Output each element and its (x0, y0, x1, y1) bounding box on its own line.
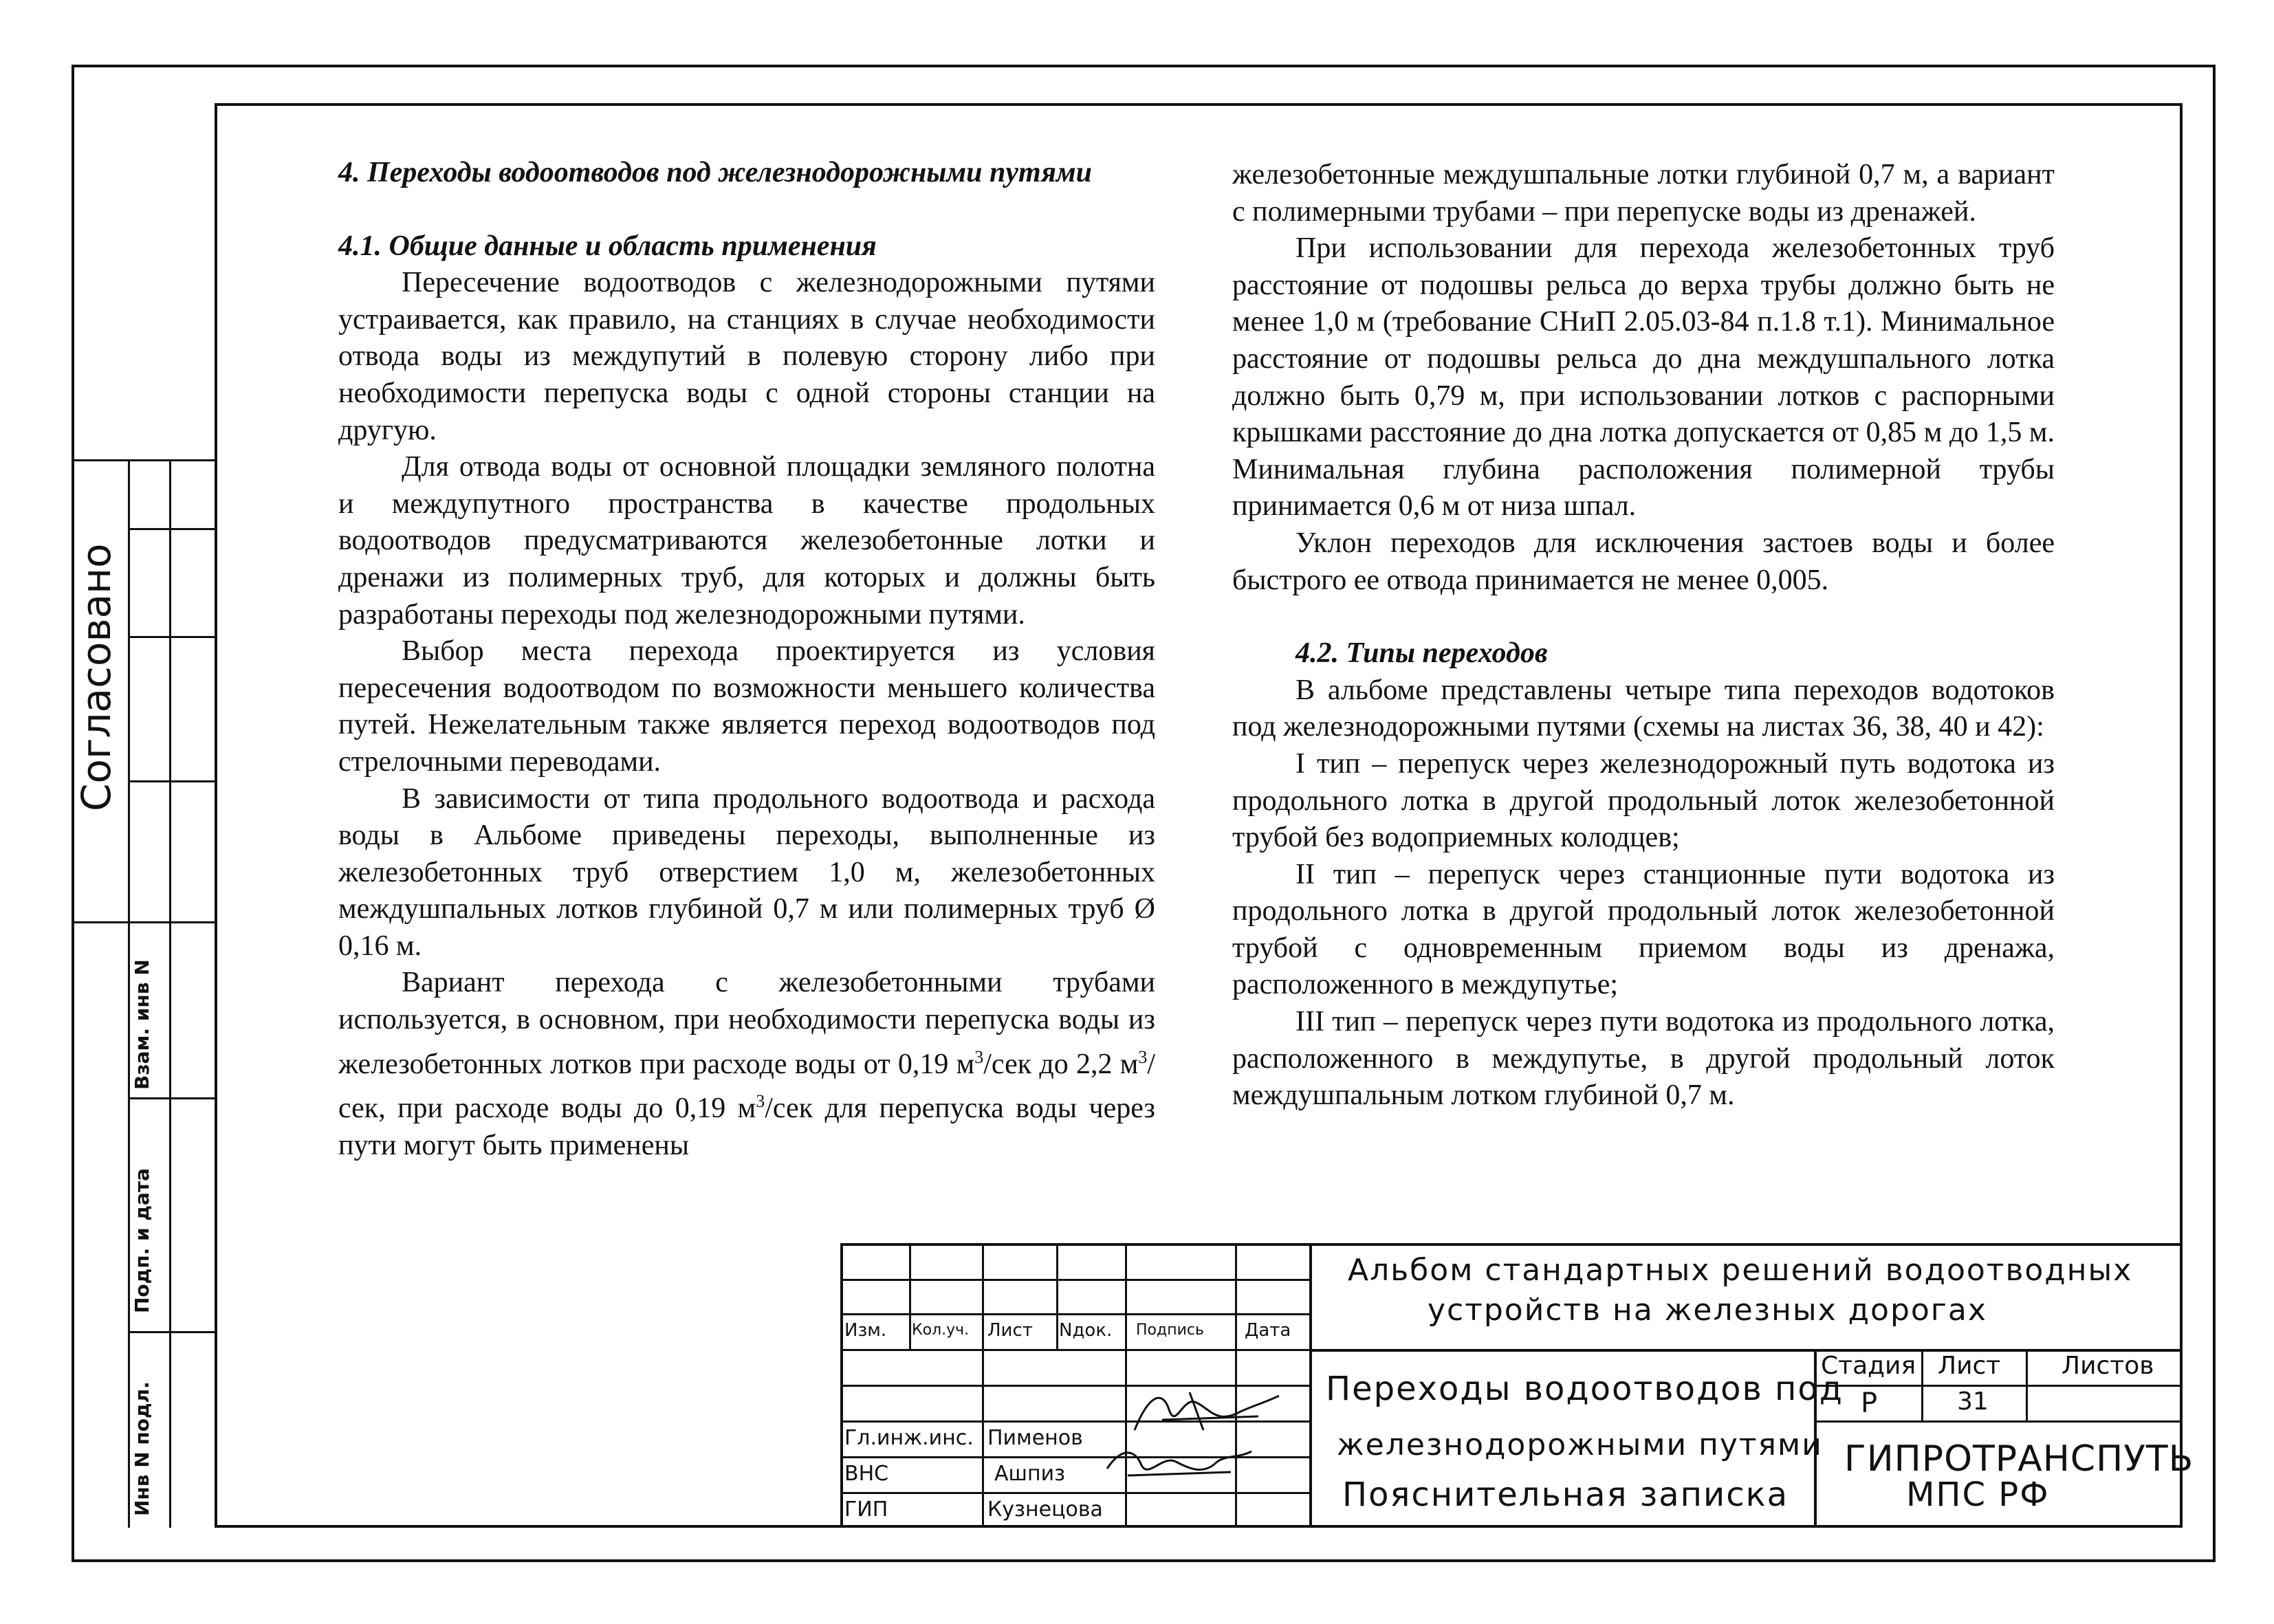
name-ashpiz: Ашпиз (994, 1462, 1066, 1486)
text-column-left (338, 155, 1155, 1164)
stamp-line (840, 1243, 2183, 1246)
role-chief-engineer: Гл.инж.инс. (844, 1426, 974, 1450)
subsection-title: 4.2. Типы переходов (1295, 637, 1548, 670)
sidebar-line (128, 459, 130, 1528)
superscript: 3 (756, 1091, 765, 1112)
header-kol-uch: Кол.уч. (912, 1321, 970, 1339)
header-ndok: Nдок. (1059, 1320, 1113, 1341)
stamp-line (1814, 1420, 2183, 1423)
doc-title-line2: железнодорожными путями (1337, 1427, 1823, 1462)
sidebar-line (128, 1097, 216, 1099)
doc-title-line1: Переходы водоотводов под (1326, 1370, 1844, 1408)
paragraph: железобетонные междушпальные лотки глубиной 0,7 м, а вариант с полимерными трубами – при перепуске воды из дренажей. (1232, 159, 2055, 228)
inv-podl-label: Инв N подл. (131, 1381, 153, 1516)
text-column-right (1232, 157, 2055, 1115)
paragraph: Уклон переходов для исключения застоев воды и более быстрого ее отвода принимается не менее 0,005. (1232, 527, 2055, 596)
header-izm: Изм. (844, 1320, 887, 1341)
paragraph-part: /сек для перепуска воды через пути могут быть применены (338, 1093, 1155, 1161)
org-name-line1: ГИПРОТРАНСПУТЬ (1844, 1438, 2194, 1480)
paragraph: Пересечение водоотводов с железнодорожными путями устраивается, как правило, на станциях в случае необходимости отвода воды из междупутий в полевую сторону либо при необходимости перепуска воды с одной стороны станции на другую. (338, 267, 1155, 446)
stamp-line (1056, 1243, 1058, 1350)
sidebar-line (128, 1331, 216, 1333)
signature-1 (1121, 1382, 1286, 1444)
header-data: Дата (1245, 1320, 1291, 1341)
paragraph: Выбор места перехода проектируется из условия пересечения водоотводом по возможности меньшего количества путей. Нежелательным также является переход водоотводов под стрелочными переводами. (338, 635, 1155, 778)
stamp-line (909, 1243, 911, 1350)
paragraph: В альбоме представлены четыре типа переходов водотоков под железнодорожными путями (схемы на листах 36, 38, 40 и 42): (1232, 674, 2055, 743)
sidebar-line (72, 459, 216, 461)
stamp-line (1814, 1385, 2183, 1387)
header-list: Лист (987, 1320, 1033, 1341)
paragraph: III тип – перепуск через пути водотока из продольного лотка, расположенного в междупутье, в другой продольный лоток междушпальным лотком глубиной 0,7 м. (1232, 1006, 2055, 1112)
stage-value: Р (1861, 1387, 1878, 1419)
signature-2 (1100, 1441, 1258, 1489)
stamp-line (840, 1492, 1311, 1494)
album-title-line2: устройств на железных дорогах (1428, 1293, 1987, 1328)
sidebar-line (128, 780, 216, 782)
stage-label: Стадия (1821, 1352, 1916, 1380)
org-name-line2: МПС РФ (1906, 1475, 2050, 1514)
doc-title-line3: Пояснительная записка (1342, 1475, 1789, 1514)
agreed-label: Согласовано (73, 543, 120, 811)
stamp-line (1309, 1349, 2183, 1352)
name-pimenov: Пименов (987, 1426, 1083, 1450)
paragraph: При использовании для перехода железобетонных труб расстояние от подошвы рельса до верха трубы должно быть не менее 1,0 м (требование СНиП 2.05.03-84 п.1.8 т.1). Минимальное расстояние от подошвы рельса до дна междушпального лотка должно быть 0,79 м, при использовании лотков с распорными крышками расстояние до дна лотка допускается от 0,85 м до 1,5 м. Минимальная глубина расположения полимерной трубы принимается 0,6 м от низа шпал. (1232, 232, 2055, 523)
stamp-line (1921, 1349, 1923, 1422)
album-title-line1: Альбом стандартных решений водоотводных (1348, 1253, 2133, 1288)
sidebar-line (128, 528, 216, 530)
section-title: 4. Переходы водоотводов под железнодорожными путями (338, 157, 1092, 188)
paragraph: I тип – перепуск через железнодорожный путь водотока из продольного лотка в другой продольный лоток железобетонной трубой без водоприемных колодцев; (1232, 747, 2055, 854)
sidebar-line (128, 636, 216, 638)
sheets-label: Листов (2062, 1352, 2154, 1380)
sheet-label: Лист (1938, 1352, 2001, 1380)
paragraph-part: Вариант перехода с железобетонными трубами используется, в основном, при необходимости перепуска воды из железобетонных лотков при расходе воды от 0,19 м (338, 967, 1155, 1080)
stamp-line (982, 1243, 984, 1528)
vzam-inv-label: Взам. инв N (131, 959, 153, 1090)
header-podpis: Подпись (1136, 1321, 1204, 1339)
stamp-line (2026, 1349, 2028, 1422)
superscript: 3 (974, 1046, 984, 1067)
sidebar-line (169, 459, 171, 1528)
podp-data-label: Подп. и дата (131, 1167, 153, 1313)
paragraph: II тип – перепуск через станционные пути водотока из продольного лотка в другой продольный лоток железобетонной трубой с одновременным приемом воды из дренажа, расположенного в междупутье; (1232, 858, 2055, 1001)
role-vns: ВНС (844, 1462, 889, 1486)
subsection-title: 4.1. Общие данные и область применения (338, 230, 877, 262)
superscript: 3 (1138, 1046, 1148, 1067)
paragraph: В зависимости от типа продольного водоотвода и расхода воды в Альбоме приведены переходы, выполненные из железобетонных труб отверстием 1,0 м, железобетонных междушпальных лотков глубиной 0,7 м или полимерных труб Ø 0,16 м. (338, 782, 1155, 962)
role-gip: ГИП (844, 1497, 888, 1522)
paragraph-part: /сек до 2,2 м (983, 1048, 1139, 1080)
paragraph: Для отвода воды от основной площадки земляного полотна и междупутного пространства в качестве продольных водоотводов предусматриваются железобетонные лотки и дренажи из полимерных труб, для которых и должны быть разработаны переходы под железнодорожными путями. (338, 451, 1155, 630)
sheet-value: 31 (1957, 1387, 1989, 1416)
sidebar-line (72, 921, 216, 923)
name-kuznetsova: Кузнецова (987, 1497, 1103, 1522)
paragraph-part: /сек, при расходе воды до 0,19 м (338, 1048, 1155, 1125)
paragraph (338, 965, 1155, 1164)
